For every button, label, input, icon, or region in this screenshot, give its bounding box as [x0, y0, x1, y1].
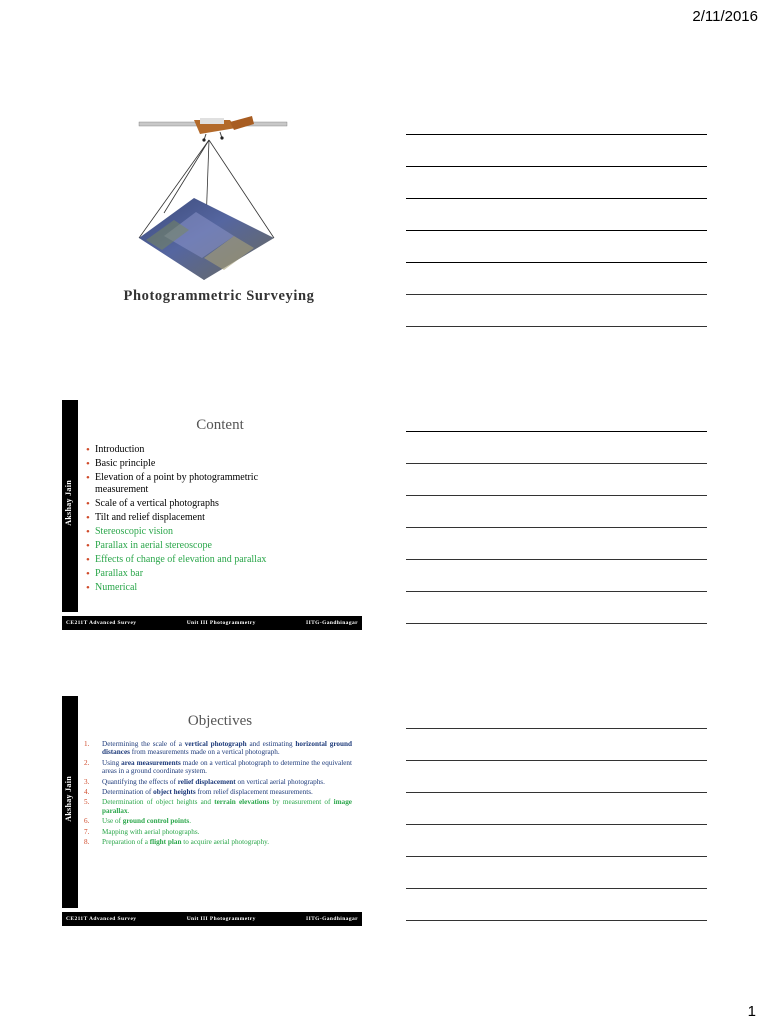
footer-institute: IITG-Gandhinagar: [306, 620, 358, 626]
footer-course: CE211T Advanced Survey: [66, 916, 137, 922]
item-number: 4.: [84, 788, 90, 797]
note-line: [406, 198, 707, 199]
list-item: [84, 817, 352, 825]
list-item: • Parallax in aerial stereoscope: [86, 540, 306, 552]
note-line: [406, 431, 707, 432]
slide-footer: [62, 616, 362, 630]
note-line: [406, 326, 707, 327]
page-number: 1: [747, 1003, 756, 1020]
item-text: Preparation of a flight plan to acquire aerial photography.: [102, 838, 270, 847]
list-item: [84, 778, 352, 786]
item-text: Determining the scale of a vertical photograph and estimating horizontal ground distances from measurements made on a vertical photograph.: [102, 740, 352, 757]
page-date: 2/11/2016: [692, 8, 758, 25]
note-line: [406, 463, 707, 464]
note-line: [406, 166, 707, 167]
item-number: 7.: [84, 827, 90, 836]
note-line: [406, 824, 707, 825]
footer-unit: Unit III Photogrammetry: [186, 916, 256, 922]
note-line: [406, 760, 707, 761]
item-number: 5.: [84, 798, 90, 807]
item-number: 1.: [84, 740, 90, 748]
note-line: [406, 728, 707, 729]
list-item: • Basic principle: [86, 458, 306, 470]
item-text: Determination of object heights from relief displacement measurements.: [102, 788, 313, 797]
list-item: [84, 838, 352, 846]
item-text: Using area measurements made on a vertical photograph to determine the equivalent areas in a ground coordinate system.: [102, 758, 352, 776]
item-number: 8.: [84, 838, 90, 847]
list-item: • Tilt and relief displacement: [86, 512, 306, 524]
footer-course: CE211T Advanced Survey: [66, 620, 137, 626]
author-label: Akshay Jain: [64, 480, 73, 526]
note-line: [406, 262, 707, 263]
note-line: [406, 294, 707, 295]
slide-title: Objectives: [187, 713, 253, 729]
item-text: Determination of object heights and terrain elevations by measurement of image parallax.: [102, 798, 353, 815]
slide-2-content: [62, 400, 362, 630]
slide-3-objectives: [62, 696, 362, 926]
slide-title: Photogrammetric Surveying: [123, 288, 315, 304]
note-line: [406, 527, 707, 528]
item-text: Use of ground control points.: [102, 817, 191, 826]
note-line: [406, 591, 707, 592]
note-line: [406, 920, 707, 921]
note-line: [406, 888, 707, 889]
author-label: Akshay Jain: [64, 776, 73, 822]
note-line: [406, 856, 707, 857]
item-text: Mapping with aerial photographs.: [102, 827, 200, 836]
list-item: [84, 788, 352, 796]
list-item: • Effects of change of elevation and parallax: [86, 554, 306, 566]
footer-institute: IITG-Gandhinagar: [306, 916, 358, 922]
list-item: [84, 828, 352, 836]
footer-unit: Unit III Photogrammetry: [186, 620, 256, 626]
list-item: • Parallax bar: [86, 568, 306, 580]
note-line: [406, 623, 707, 624]
list-item: [84, 798, 352, 815]
item-number: 3.: [84, 777, 90, 786]
list-item: [84, 759, 352, 776]
slide-footer: [62, 912, 362, 926]
list-item: • Scale of a vertical photographs: [86, 498, 306, 510]
item-text: Quantifying the effects of relief displacement on vertical aerial photographs.: [102, 777, 325, 786]
content-list: [86, 444, 306, 596]
slide-sidebar: [62, 696, 78, 908]
note-line: [406, 230, 707, 231]
list-item: • Introduction: [86, 444, 306, 456]
list-item: • Numerical: [86, 582, 306, 594]
item-number: 2.: [84, 758, 90, 767]
aerial-survey-illustration: [134, 108, 294, 283]
list-item: • Stereoscopic vision: [86, 526, 306, 538]
slide-title: Content: [196, 417, 244, 433]
note-line: [406, 495, 707, 496]
objectives-list: [84, 740, 352, 848]
slide-sidebar: [62, 400, 78, 612]
note-line: [406, 559, 707, 560]
item-number: 6.: [84, 817, 90, 826]
slide-1: [62, 100, 362, 330]
note-line: [406, 134, 707, 135]
list-item: [84, 740, 352, 757]
note-line: [406, 792, 707, 793]
list-item: • Elevation of a point by photogrammetric measurement: [86, 472, 306, 496]
